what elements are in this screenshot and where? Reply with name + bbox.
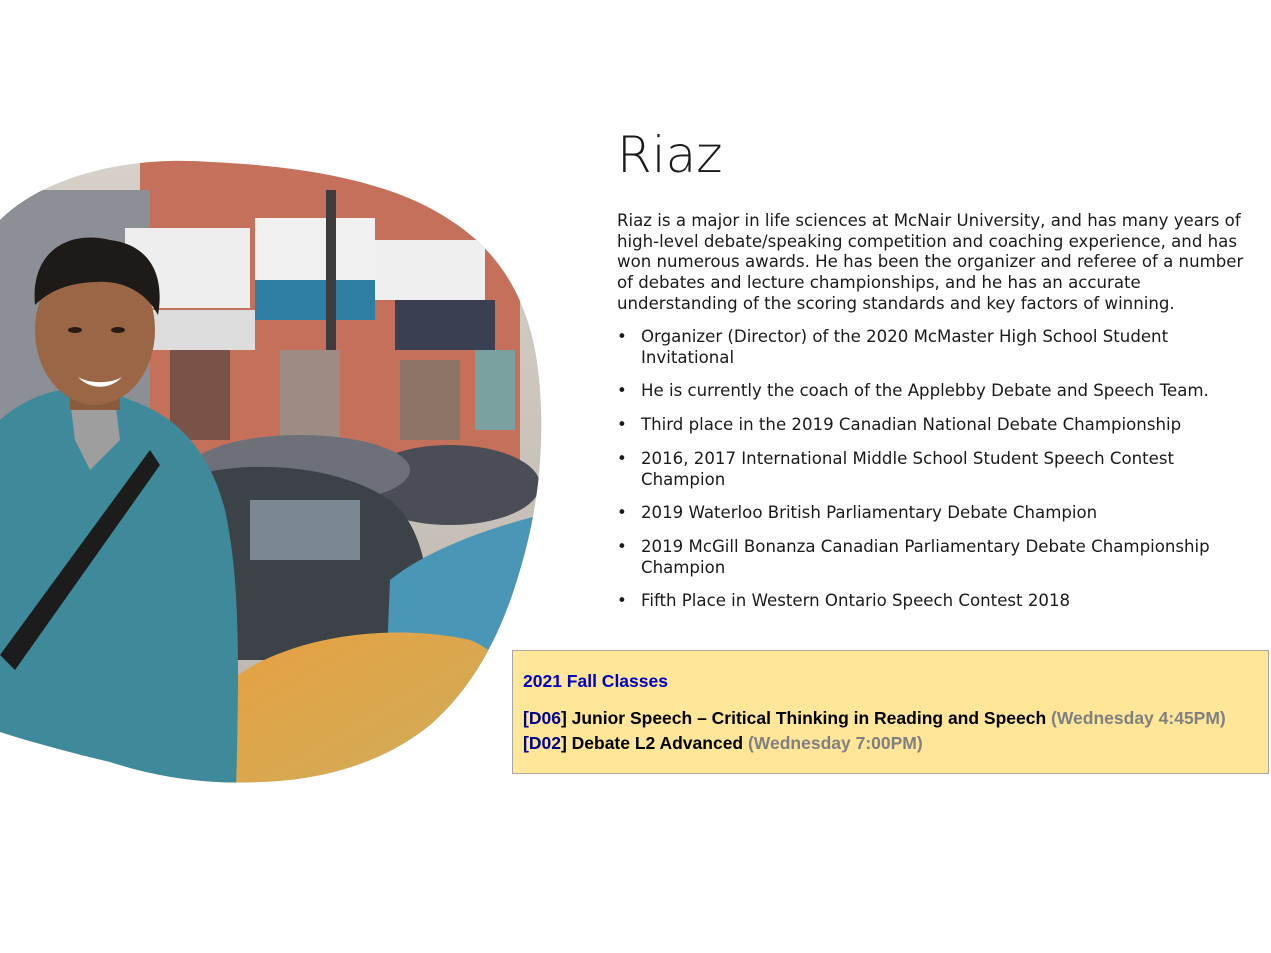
achievement-text: 2016, 2017 International Middle School Student Speech Contest Champion [641,448,1175,489]
class-time: (Wednesday 7:00PM) [747,733,923,753]
bullet-icon: • [617,415,627,435]
achievement-text: Third place in the 2019 Canadian National Debate Championship [641,415,1182,435]
achievement-list [617,327,1257,625]
class-bracket: [ [523,708,529,728]
profile-bio: Riaz is a major in life sciences at McNair University, and has many years of high-level debate/speaking competition and coaching experience, and has won numerous awards. He has been the organizer and referee of a number of debates and lecture championships, and he has an accurate understanding of the scoring standards and key factors of winning. [617,211,1244,313]
class-bracket: ] [560,733,567,753]
bullet-icon: • [617,503,627,523]
achievement-text: 2019 McGill Bonanza Canadian Parliamentary Debate Championship Champion [641,536,1210,577]
bullet-icon: • [617,327,627,346]
class-code: D02 [528,733,561,753]
list-item [617,415,1257,436]
list-item [617,327,1257,368]
list-item [617,381,1257,402]
bullet-icon: • [617,591,627,611]
class-item-d06[interactable] [523,708,1226,729]
profile-photo [0,100,560,825]
achievement-text: Fifth Place in Western Ontario Speech Contest 2018 [641,591,1071,611]
class-time: (Wednesday 4:45PM) [1051,708,1226,728]
class-bracket: ] [560,708,567,728]
bullet-icon: • [617,448,627,468]
classes-title: 2021 Fall Classes [523,671,668,691]
profile-name: Riaz [617,126,723,184]
list-item [617,503,1257,524]
class-name: Debate L2 Advanced [566,733,748,753]
achievement-text: Organizer (Director) of the 2020 McMaster High School Student Invitational [641,327,1169,367]
class-item-d02[interactable] [523,733,923,754]
list-item [617,591,1257,612]
list-item [617,537,1257,578]
achievement-text: He is currently the coach of the Applebby Debate and Speech Team. [641,381,1209,401]
bullet-icon: • [617,381,627,401]
class-bracket: [ [523,733,529,753]
class-code: D06 [528,708,561,728]
portrait-photo-icon [0,100,560,825]
fall-classes-panel [512,650,1269,774]
bullet-icon: • [617,536,627,556]
list-item [617,449,1257,490]
class-name: Junior Speech – Critical Thinking in Reading and Speech [566,708,1052,728]
achievement-text: 2019 Waterloo British Parliamentary Debate Champion [641,503,1098,523]
